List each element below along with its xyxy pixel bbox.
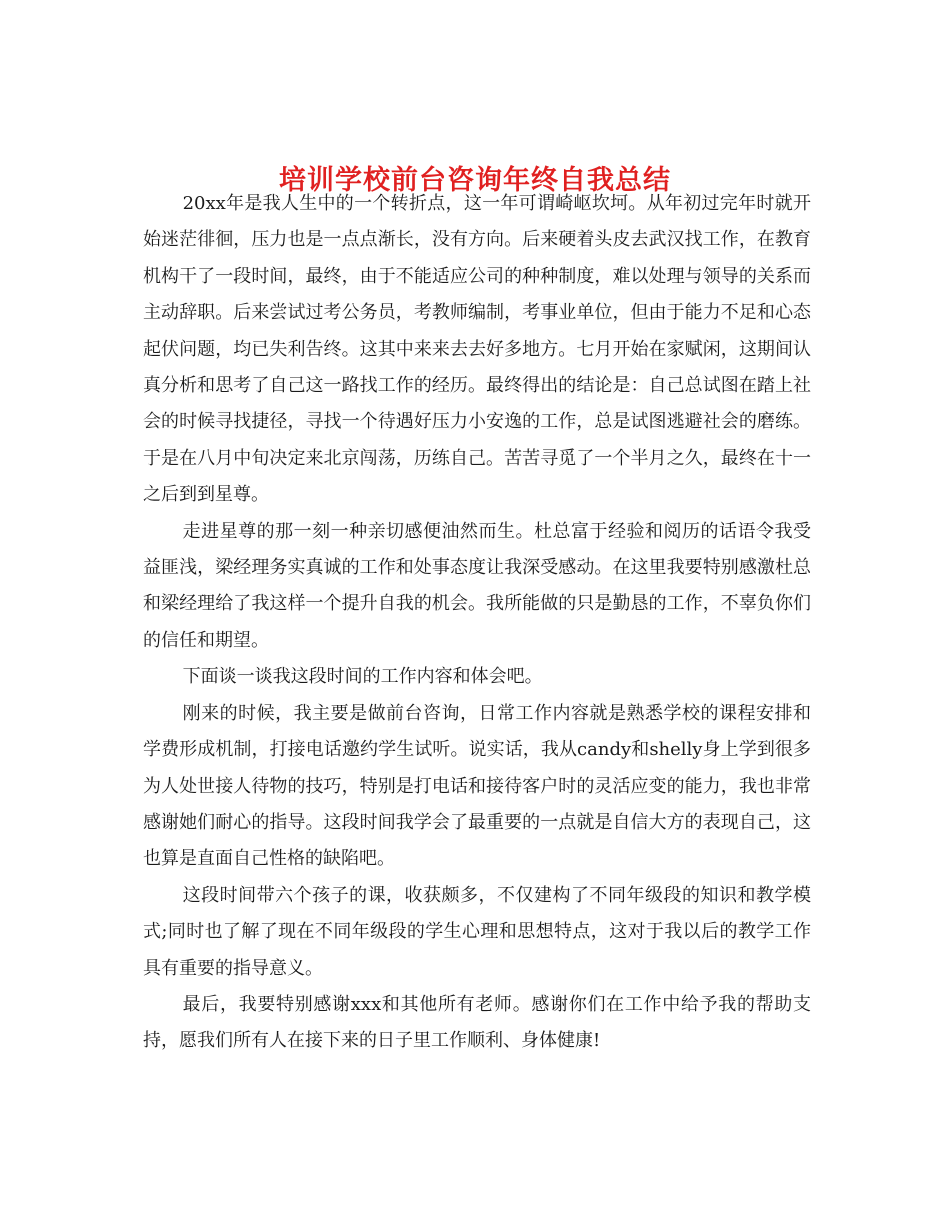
paragraph-5: 这段时间带六个孩子的课，收获颇多，不仅建构了不同年级段的知识和教学模式;同时也了解了现在不同年级段的学生心理和思想特点，这对于我以后的教学工作具有重要的指导意义。 (143, 884, 811, 979)
paragraph-4: 刚来的时候，我主要是做前台咨询，日常工作内容就是熟悉学校的课程安排和学费形成机制，打接电话邀约学生试听。说实话，我从candy和shelly身上学到很多为人处世接人待物的技巧，特别是打电话和接待客户时的灵活应变的能力，我也非常感谢她们耐心的指导。这段时间我学会了最重要的一点就是自信大方的表现自己，这也算是直面自己性格的缺陷吧。 (143, 702, 811, 870)
paragraph-6: 最后，我要特别感谢xxx和其他所有老师。感谢你们在工作中给予我的帮助支持，愿我们所有人在接下来的日子里工作顺利、身体健康! (143, 993, 811, 1052)
paragraph-1: 20xx年是我人生中的一个转折点，这一年可谓崎岖坎坷。从年初过完年时就开始迷茫徘徊，压力也是一点点渐长，没有方向。后来硬着头皮去武汉找工作，在教育机构干了一段时间，最终，由于不能适应公司的种种制度，难以处理与领导的关系而主动辞职。后来尝试过考公务员，考教师编制，考事业单位，但由于能力不足和心态起伏问题，均已失利告终。这其中来来去去好多地方。七月开始在家赋闲，这期间认真分析和思考了自己这一路找工作的经历。最终得出的结论是：自己总试图在踏上社会的时候寻找捷径，寻找一个待遇好压力小安逸的工作，总是试图逃避社会的磨练。于是在八月中旬决定来北京闯荡，历练自己。苦苦寻觅了一个半月之久，最终在十一之后到到星尊。 (143, 193, 811, 506)
document-body (143, 186, 811, 1060)
document-title: 培训学校前台咨询年终自我总结 (279, 165, 671, 197)
paragraph-2: 走进星尊的那一刻一种亲切感便油然而生。杜总富于经验和阅历的话语令我受益匪浅，梁经理务实真诚的工作和处事态度让我深受感动。在这里我要特别感激杜总和梁经理给了我这样一个提升自我的机会。我所能做的只是勤恳的工作，不辜负你们的信任和期望。 (143, 520, 811, 651)
paragraph-3: 下面谈一谈我这段时间的工作内容和体会吧。 (182, 666, 543, 688)
